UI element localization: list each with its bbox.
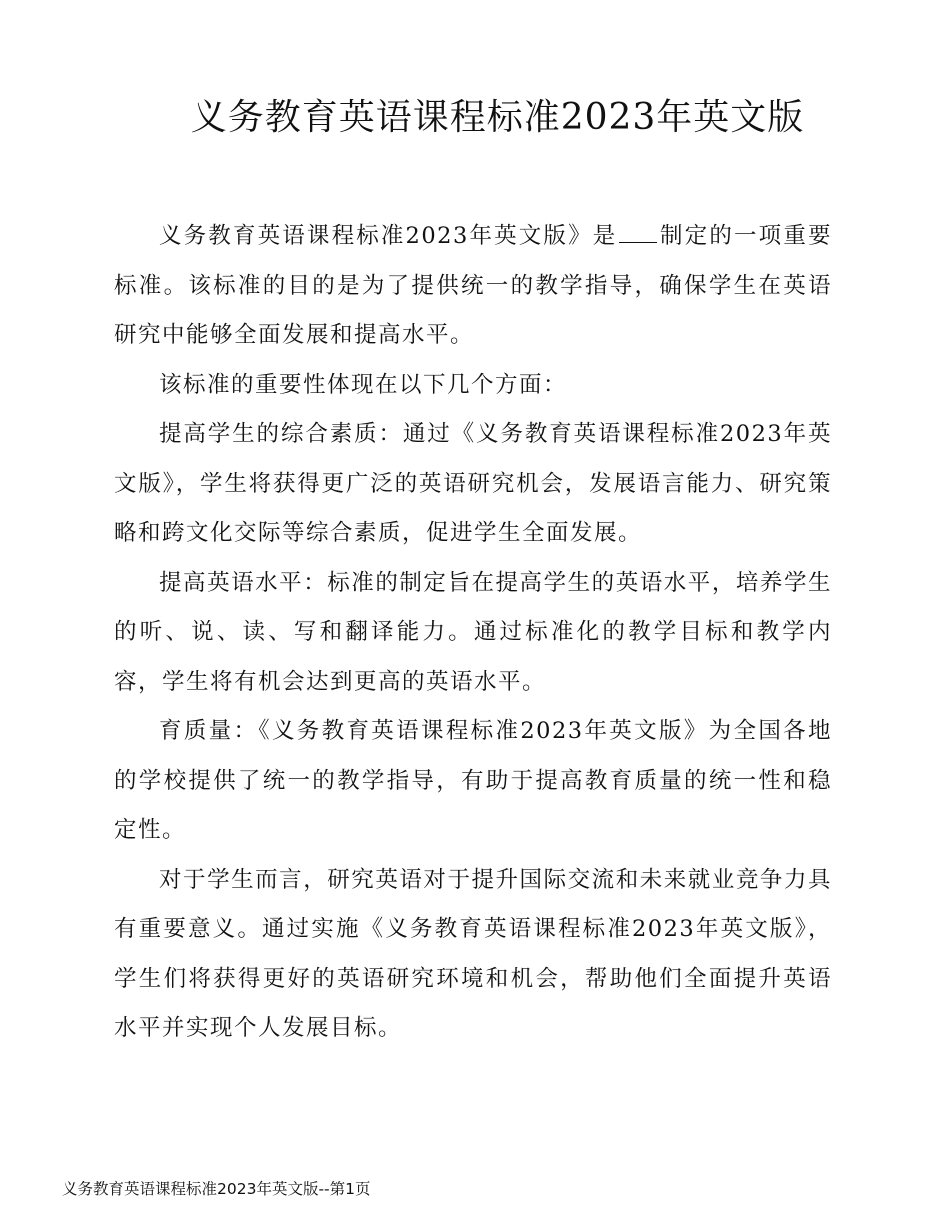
paragraph-education-quality: 育质量：《义务教育英语课程标准2023年英文版》为全国各地的学校提供了统一的教学指导，有助于提高教育质量的统一性和稳定性。 [114, 718, 832, 843]
fill-in-blank [619, 224, 657, 243]
paragraph-english-level: 提高英语水平：标准的制定旨在提高学生的英语水平，培养学生的听、说、读、写和翻译能力。通过标准化的教学目标和教学内容，学生将有机会达到更高的英语水平。 [114, 569, 832, 695]
paragraph-importance-lead: 该标准的重要性体现在以下几个方面： [159, 371, 568, 398]
intro-text-start: 义务教育英语课程标准2023年英文版》是 [159, 223, 618, 249]
document-title: 义务教育英语课程标准2023年英文版 [190, 97, 805, 138]
page-footer: 义务教育英语课程标准2023年英文版--第1页 [62, 1180, 371, 1198]
paragraph-intro [114, 212, 832, 361]
paragraph-comprehensive-quality: 提高学生的综合素质：通过《义务教育英语课程标准2023年英文版》，学生将获得更广泛的英语研究机会，发展语言能力、研究策略和跨文化交际等综合素质，促进学生全面发展。 [114, 421, 832, 546]
intro-text-end: 制定的一项重要标准。该标准的目的是为了提供统一的教学指导，确保学生在英语研究中能够全面发展和提高水平。 [114, 223, 832, 348]
document-body [114, 212, 832, 1054]
paragraph-students: 对于学生而言，研究英语对于提升国际交流和未来就业竞争力具有重要意义。通过实施《义务教育英语课程标准2023年英文版》，学生们将获得更好的英语研究环境和机会，帮助他们全面提升英语水平并实现个人发展目标。 [114, 866, 832, 1041]
